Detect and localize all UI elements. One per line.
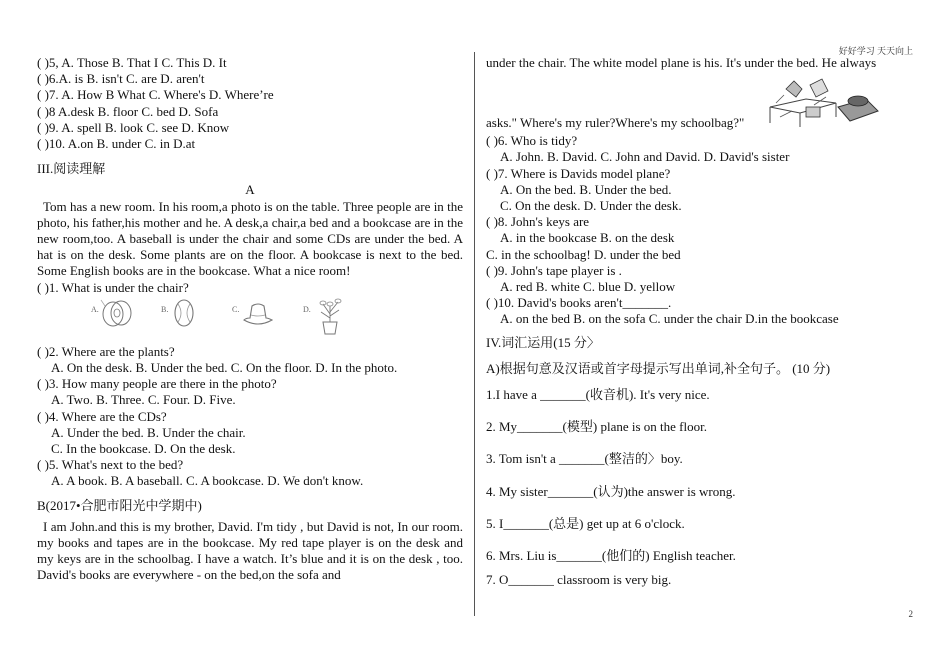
page-number: 2 xyxy=(908,609,913,619)
section-4-instructions: A)根据句意及汉语或首字母提示写出单词,补全句子。 (10 分) xyxy=(486,360,831,376)
baseball-icon xyxy=(169,296,199,330)
plant-icon xyxy=(311,296,347,336)
option-a-picture: A. xyxy=(91,302,99,318)
fill-question-4: 4. My sister_______(认为)the answer is wrong. xyxy=(486,483,736,499)
reading-question-10-options: A. on the bed B. on the sofa C. under the chair D.in the bookcase xyxy=(500,311,839,327)
left-column xyxy=(37,55,463,584)
mc-question-10: ( )10. A.on B. under C. in D.at xyxy=(37,136,196,152)
reading-question-2-options: A. On the desk. B. Under the bed. C. On the floor. D. In the photo. xyxy=(51,360,398,376)
mc-question-7: ( )7. A. How B What C. Where's D. Where’re xyxy=(37,87,274,103)
mc-question-6: ( )6.A. is B. isn't C. are D. aren't xyxy=(37,71,205,87)
passage-b-continued: under the chair. The white model plane is his. It's under the bed. He always xyxy=(486,55,877,70)
right-column xyxy=(486,55,914,588)
reading-question-4-options-ab: A. Under the bed. B. Under the chair. xyxy=(51,424,246,440)
reading-question-8: ( )8. John's keys are xyxy=(486,214,590,230)
fill-question-6: 6. Mrs. Liu is_______(他们的) English teacher. xyxy=(486,548,736,564)
section-4-title: IV.词汇运用(15 分〉 xyxy=(486,334,600,350)
passage-b-title: B(2017•合肥市阳光中学期中) xyxy=(37,497,202,513)
messy-room-illustration xyxy=(766,77,881,129)
reading-question-9-options: A. red B. white C. blue D. yellow xyxy=(500,279,676,295)
fill-question-3: 3. Tom isn't a _______(整洁的〉boy. xyxy=(486,451,683,467)
reading-question-9: ( )9. John's tape player is . xyxy=(486,262,622,278)
passage-b-last-line: asks." Where's my ruler?Where's my schoolbag?" xyxy=(486,115,745,131)
reading-question-8-options-ab: A. in the bookcase B. on the desk xyxy=(500,230,675,246)
column-divider xyxy=(474,52,475,616)
reading-question-7: ( )7. Where is Davids model plane? xyxy=(486,165,671,181)
reading-question-5-options: A. A book. B. A baseball. C. A bookcase. D. We don't know. xyxy=(51,473,364,489)
reading-question-7-options-cd: C. On the desk. D. Under the desk. xyxy=(500,198,682,214)
fill-question-1: 1.I have a _______(收音机). It's very nice. xyxy=(486,387,710,403)
passage-a-text: Tom has a new room. In his room,a photo is on the table. Three people are in the photo, his father,his mother and he. A desk,a chair,a bed and a bookcase are in the new room,too. A baseball is under the chair and some CDs are under the bed. A hat is on the desk. Some plants are on the floor. A bookcase is next to the bed. Some English books are in the bookcase. What a nice room! xyxy=(37,198,463,279)
fill-question-7: 7. O_______ classroom is very big. xyxy=(486,572,672,588)
passage-b-end xyxy=(486,71,914,133)
reading-question-8-options-cd: C. in the schoolbag! D. under the bed xyxy=(486,246,681,262)
question-1-pictures xyxy=(37,296,463,344)
reading-question-3-options: A. Two. B. Three. C. Four. D. Five. xyxy=(51,392,236,408)
page-motto: 好好学习 天天向上 xyxy=(838,46,913,56)
mc-question-9: ( )9. A. spell B. look C. see D. Know xyxy=(37,119,230,135)
option-c-picture: C. xyxy=(232,302,239,318)
option-d-picture: D. xyxy=(303,302,311,318)
reading-question-10: ( )10. David's books aren't_______. xyxy=(486,295,672,311)
reading-question-5: ( )5. What's next to the bed? xyxy=(37,457,184,473)
section-3-title: III.阅读理解 xyxy=(37,161,106,177)
fill-question-2: 2. My_______(模型) plane is on the floor. xyxy=(486,419,707,435)
mc-question-5: ( )5, A. Those B. That I C. This D. It xyxy=(37,55,227,70)
cds-icon xyxy=(99,296,135,330)
passage-a-title: A xyxy=(245,182,255,198)
fill-question-5: 5. I_______(总是) get up at 6 o'clock. xyxy=(486,515,685,531)
reading-question-6: ( )6. Who is tidy? xyxy=(486,133,578,149)
reading-question-1: ( )1. What is under the chair? xyxy=(37,279,189,295)
reading-question-4: ( )4. Where are the CDs? xyxy=(37,408,167,424)
reading-question-4-options-cd: C. In the bookcase. D. On the desk. xyxy=(51,441,236,457)
reading-question-6-options: A. John. B. David. C. John and David. D. David's sister xyxy=(500,149,790,165)
passage-b-text: I am John.and this is my brother, David. I'm tidy , but David is not, In our room. my books and tapes are in the bookcase. My red tape player is on the desk and my keys are in the schoolbag. I have a watch. It’s blue and it is on the desk , too. David's books are everywhere - on the bed,on the sofa and xyxy=(37,518,463,583)
hat-icon xyxy=(240,296,276,330)
reading-question-7-options-ab: A. On the bed. B. Under the bed. xyxy=(500,181,672,197)
option-b-picture: B. xyxy=(161,302,168,318)
reading-question-3: ( )3. How many people are there in the photo? xyxy=(37,376,277,392)
reading-question-2: ( )2. Where are the plants? xyxy=(37,343,175,359)
mc-question-8: ( )8 A.desk B. floor C. bed D. Sofa xyxy=(37,103,219,119)
